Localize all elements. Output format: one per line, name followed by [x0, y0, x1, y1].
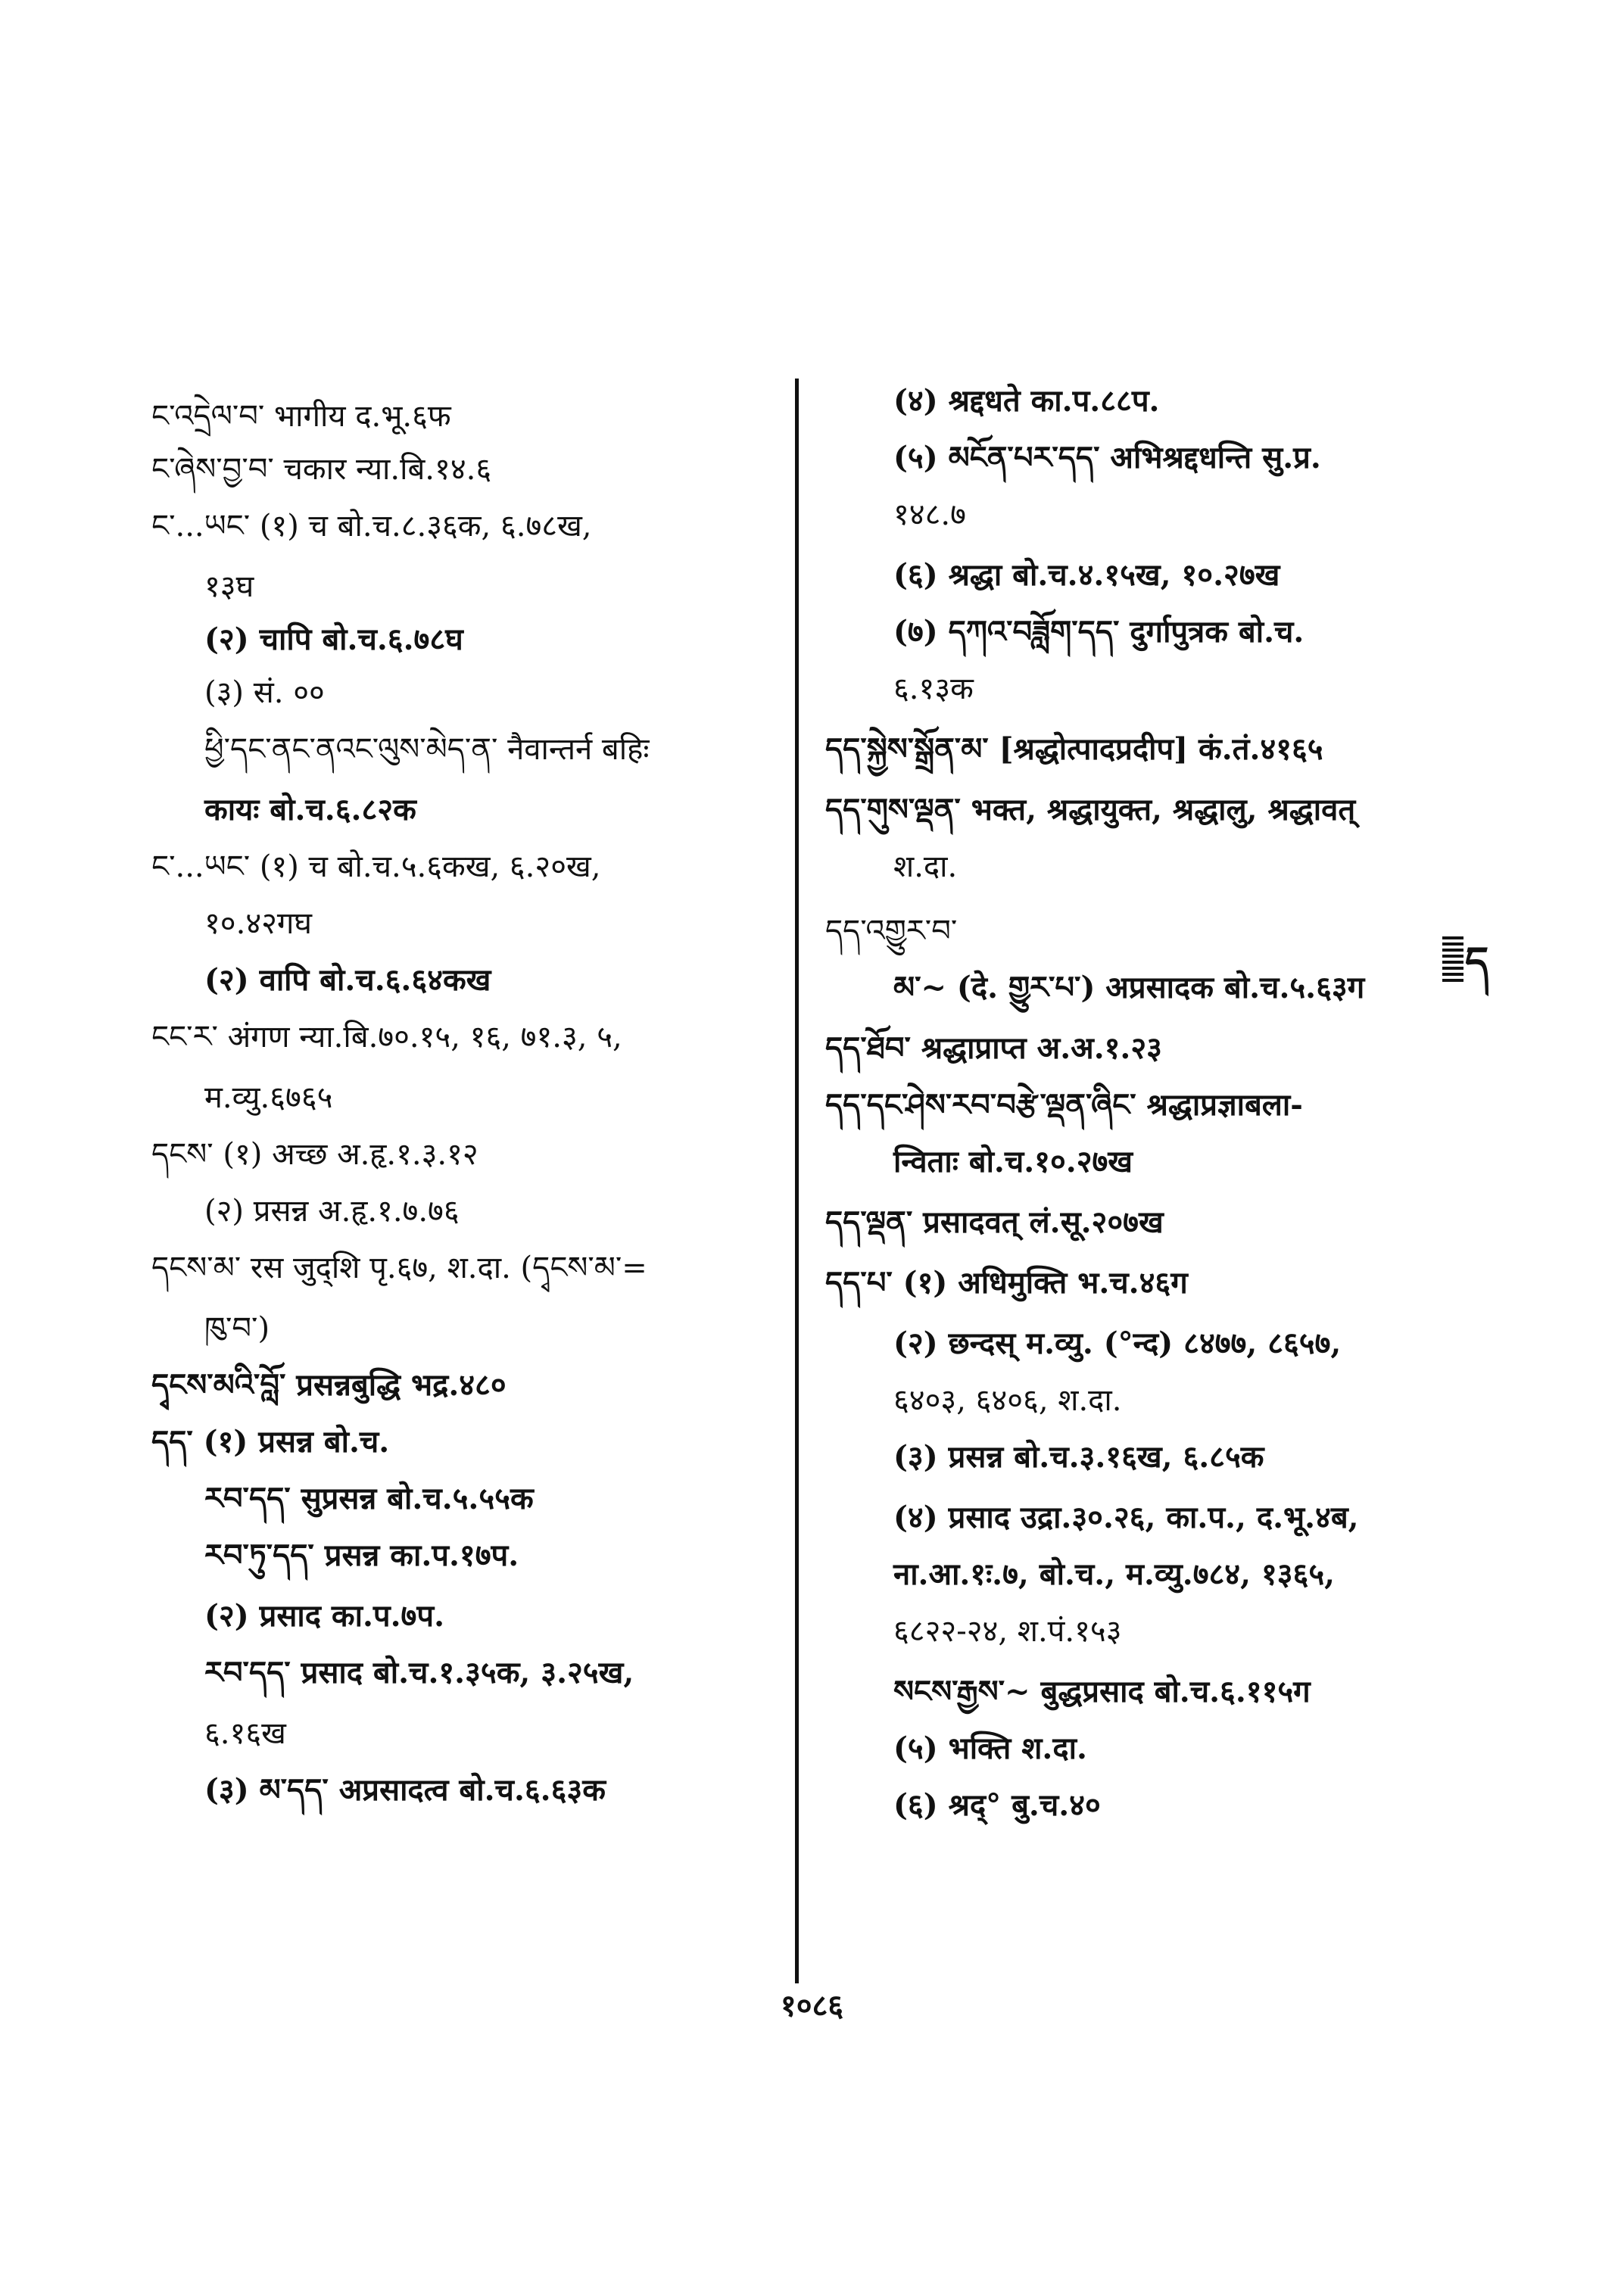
- left-entry-line: (३) མ་དད་ अप्रसादत्व बो.च.६.६३क: [204, 1772, 606, 1808]
- right-entry-line: न्विताः बो.च.१०.२७ख: [893, 1144, 1133, 1179]
- right-entry-line: श.दा.: [893, 849, 958, 884]
- right-entry-line: ६४०३, ६४०६, श.दा.: [893, 1383, 1122, 1418]
- left-entry-line: (२) वापि बो.च.६.६४कख: [204, 962, 491, 998]
- left-entry-line: ང་ཞེས་བྱ་བ་ चकार न्या.बि.१४.६: [151, 452, 492, 487]
- thumb-index-tab: [1442, 935, 1495, 988]
- right-entry-line: སངས་རྒྱས་~ बुद्धप्रसाद बो.च.६.११५ग: [893, 1674, 1311, 1709]
- right-entry-line: (७) དཀའ་བཟློག་དད་ दुर्गापुत्रक बो.च.: [893, 614, 1304, 650]
- right-entry-line: དད་འགྱུར་བ་: [825, 914, 958, 949]
- right-entry-line: (४) प्रसाद उद्रा.३०.२६, का.प., द.भू.४ब,: [893, 1500, 1359, 1535]
- right-entry-line: དད་ཐོབ་ श्रद्धाप्राप्त अ.अ.१.२३: [825, 1030, 1162, 1066]
- right-entry-line: (५) भक्ति श.दा.: [893, 1731, 1087, 1766]
- right-entry-line: དད་པ་ (१) अधिमुक्ति भ.च.४६ग: [825, 1265, 1188, 1301]
- left-entry-line: དྭངས་མའི་བློ་ प्रसन्नबुद्धि भद्र.४८०: [151, 1367, 507, 1403]
- right-entry-line: (५) མངོན་པར་དད་ अभिश्रद्दधन्ति सु.प्र.: [893, 440, 1321, 475]
- left-entry-line: དངས་ (१) अच्छ अ.हृ.१.३.१२: [151, 1137, 478, 1172]
- right-entry-line: १४८.७: [893, 497, 966, 532]
- left-entry-line: ང་འདྲེལ་བ་ भागीय द.भू.६फ: [151, 399, 451, 434]
- right-entry-line: དད་དང་ཤེས་རབ་བརྩེ་ལྡན་ཞིང་ श्रद्धाप्रज्ञाबला-: [825, 1087, 1303, 1123]
- left-entry-line: དངས་མ་ रस जुद्शि पृ.६७, श.दा. (དྭངས་མ་=: [151, 1251, 647, 1285]
- thumb-index-letter: ད: [1465, 937, 1489, 986]
- page-number: १०८६: [780, 1988, 844, 2024]
- right-entry-line: ना.आ.१ः.७, बो.च., म.व्यु.७८४, १३६५,: [893, 1556, 1336, 1592]
- left-entry-line: कायः बो.च.६.८२क: [204, 792, 416, 827]
- thumb-index-bars: [1442, 936, 1463, 986]
- right-entry-line: (२) छन्दस् म.व्यु. (°न्द) ८४७७, ८६५७,: [893, 1326, 1342, 1361]
- right-entry-line: དད་ལྡན་ प्रसादवत् लं.सू.२०७ख: [825, 1204, 1164, 1240]
- left-entry-line: དད་ (१) प्रसन्न बो.च.: [151, 1424, 390, 1460]
- left-entry-line: རབ་ཏུ་དད་ प्रसन्न का.प.१७प.: [204, 1537, 519, 1573]
- right-entry-line: དད་སྐྱེས་སྒྲོན་མ་ [श्रद्धोत्पादप्रदीप] कं.तं.४१६५: [825, 731, 1323, 767]
- left-entry-line: ཕྱི་དང་ནང་ནའང་ལུས་མེད་ན་ नैवान्तर्न बहिः: [204, 732, 650, 767]
- left-entry-line: १०.४२गघ: [204, 906, 313, 941]
- right-entry-line: དད་གུས་ལྡན་ भक्त, श्रद्धायुक्त, श्रद्धालु, श्रद्धावत्: [825, 792, 1356, 827]
- left-entry-line: རབ་དད་ प्रसाद बो.च.१.३५क, ३.२५ख,: [204, 1655, 634, 1690]
- right-entry-line: (६) श्रद्° बु.च.४०: [893, 1787, 1101, 1823]
- right-entry-line: ६.१३क: [893, 671, 974, 706]
- left-entry-line: རབ་དད་ सुप्रसन्न बो.च.५.५५क: [204, 1481, 534, 1516]
- right-entry-line: མ་~ (दे. གྱུར་པ་) अप्रसादक बो.च.५.६३ग: [893, 970, 1365, 1005]
- left-entry-line: म.व्यु.६७६५: [204, 1080, 333, 1115]
- left-entry-line: ངང་ར་ अंगण न्या.बि.७०.१५, १६, ७१.३, ५,: [151, 1020, 622, 1055]
- right-entry-line: (६) श्रद्धा बो.च.४.१५ख, १०.२७ख: [893, 557, 1280, 593]
- left-entry-line: (२) प्रसाद का.प.७प.: [204, 1598, 445, 1634]
- left-entry-line: ང་...ཡང་ (१) च बो.च.८.३६क, ६.७८ख,: [151, 509, 592, 544]
- left-entry-line: ཁུ་བ་): [204, 1311, 270, 1346]
- left-entry-line: १३घ: [204, 569, 254, 604]
- left-entry-line: (२) प्रसन्न अ.हृ.१.७.७६: [204, 1194, 460, 1229]
- right-entry-line: (३) प्रसन्न बो.च.३.१६ख, ६.८५क: [893, 1439, 1264, 1475]
- right-entry-line: (४) श्रद्दधते का.प.८८प.: [893, 383, 1160, 419]
- left-entry-line: (२) चापि बो.च.६.७८घ: [204, 622, 463, 657]
- right-entry-line: ६८२२-२४, श.पं.१५३: [893, 1614, 1122, 1649]
- left-entry-line: (३) सं. ००: [204, 675, 325, 710]
- left-entry-line: ६.१६ख: [204, 1716, 286, 1751]
- left-entry-line: ང་...ཡང་ (१) च बो.च.५.६कख, ६.२०ख,: [151, 849, 601, 884]
- column-divider: [795, 379, 799, 1983]
